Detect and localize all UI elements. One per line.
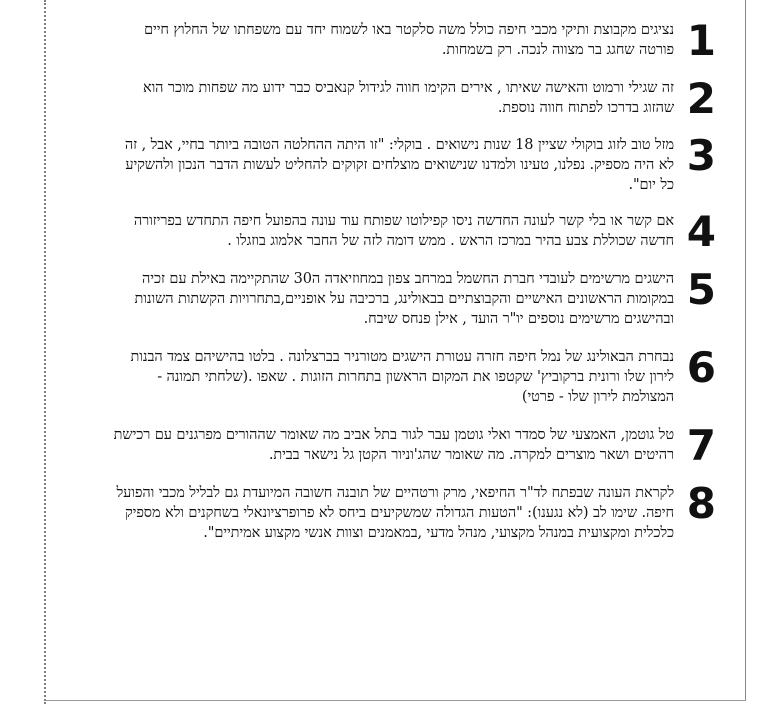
list-item-2 — [108, 74, 718, 123]
item-number: 1 — [686, 16, 716, 65]
item-number: 6 — [686, 343, 716, 392]
right-margin — [746, 0, 769, 713]
item-number: 2 — [686, 74, 716, 123]
item-text: מזל טוב לזוג בוקולי שציין 18 שנות נישואים . בוקלי: "זו היתה ההחלטה הטובה ביותר בחיי, אבל , זה לא היה מספיק. נפלנו, טעינו ולמדנו שנישואים מוצלחים זקוקים להחליט לעשות הדבר הנכון ולהשקיע כל יום". — [124, 137, 674, 193]
item-text: טל גוטמן, האמצעי של סמדר ואלי גוטמן עבר לגור בתל אביב מה שאומר שההורים מפרגנים עם רכישת רהיטים ושאר מוצרים למקרה. מה שאומר שהג'וניור הקטן גל נישאר בבית. — [113, 427, 674, 463]
bottom-margin — [46, 701, 769, 713]
list-item-1 — [108, 16, 718, 65]
item-text: אם קשר או בלי קשר לעונה החדשה ניסו קפילוטו שפותח עוד עונה בהפועל חיפה התחדש בפריזורה חדשה שכוללת צבע בהיר במרכז הראש . ממש דומה לזה של החבר אלמוג בוזגלו . — [133, 213, 674, 249]
item-number: 4 — [686, 207, 716, 256]
item-text: נציגים מקבוצת ותיקי מכבי חיפה כולל משה סלקטר באו לשמוח יחד עם משפחתו של החלוץ חיים פורטה שחגג בר מצווה לנכה. רק בשמחות. — [144, 22, 674, 58]
list-item-4 — [108, 207, 718, 256]
list-item-7 — [108, 421, 718, 470]
item-text: זה שגילי ורמוט והאישה שאיתו , אירים הקימו חווה לגידול קנאביס כבר ידוע מה שפחות מוכר הוא שהזוג בדרכו לפתוח חווה נוספת. — [142, 80, 674, 116]
left-margin — [0, 0, 46, 713]
dotted-cut-line — [44, 0, 46, 704]
item-number: 7 — [686, 421, 716, 470]
item-number: 3 — [686, 131, 716, 180]
item-text: לקראת העונה שבפתח לד"ר החיפאי, מרק ורטהיים של תובנה חשובה המיועדת גם לבליל מכבי והפועל חיפה. שימו לב (לא נגענו): "הטעות הגדולה שמשקיעים ביחס לא פרופרציונאלי בשחקנים ולא מספיק כלכלית ומקצועית במנהל מקצועי, מנהל מדעי ,במאמנים וצוות אנשי מקצוע אמיתיים". — [116, 485, 674, 541]
item-number: 5 — [686, 265, 716, 314]
list-item-6 — [108, 343, 718, 407]
item-text: נבחרת הבאולינג של נמל חיפה חזרה עטורת הישגים מטורניר בברצלונה . בלטו בהישיהם צמד הבנות לירון שלו ורונית ברקוביץ' שקטפו את המקום הראשון בתחרות הזוגות . שאפו .(שלחתי תמונה - המצולמת לירון שלו - פרטי) — [130, 349, 674, 405]
gossip-column — [108, 16, 718, 543]
list-item-3 — [108, 131, 718, 195]
item-text: הישגים מרשימים לעובדי חברת החשמל במרחב צפון במחוזיאדה ה30 שהתקיימה באילת עם זכיה במקומות הראשונים האישיים והקבוצתיים בבאולינג, ברכיבה על אופניים,בתחרויות הקשתות השונות ובהישגים מרשימים נוספים יו"ר הועד , אילן פנחס שיבח. — [134, 271, 674, 327]
list-item-5 — [108, 265, 718, 329]
item-number: 8 — [686, 479, 716, 528]
list-item-8 — [108, 479, 718, 543]
